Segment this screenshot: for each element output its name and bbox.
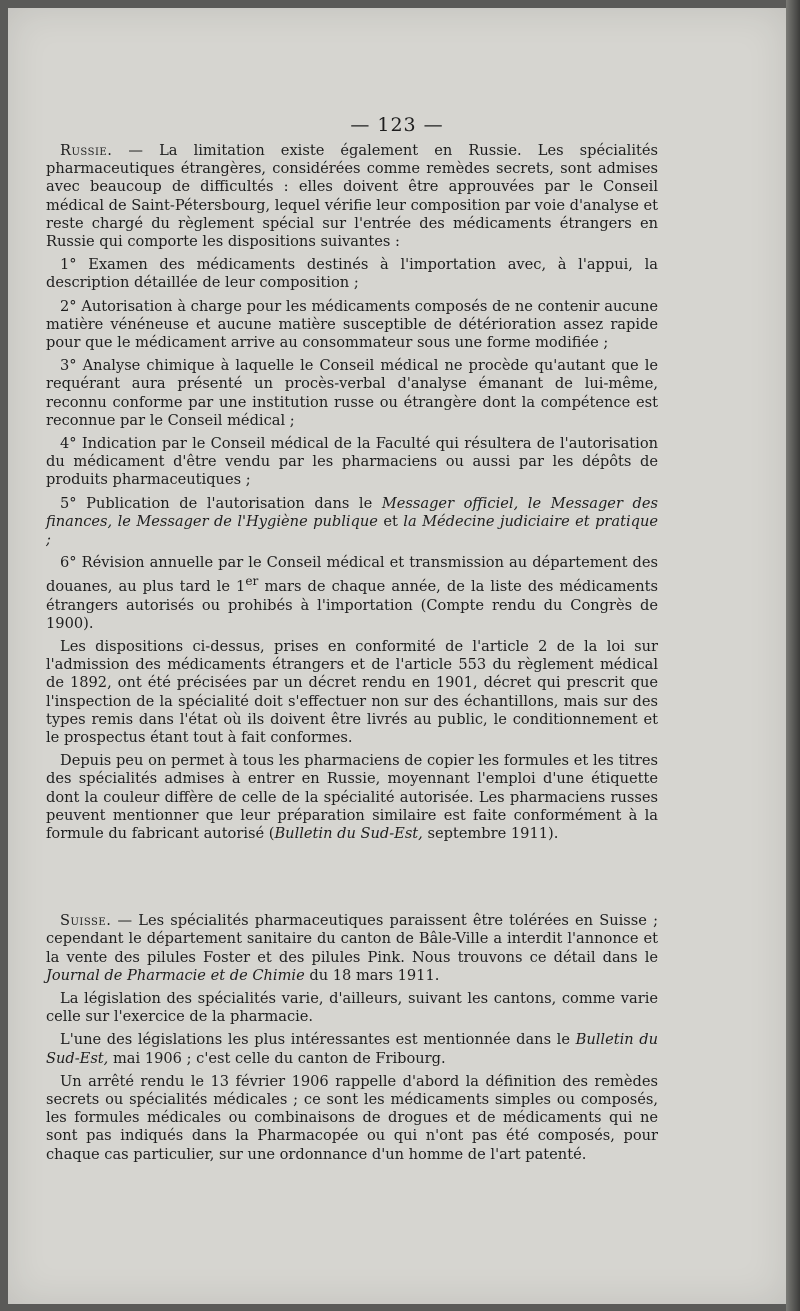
russie-item-1: 1° Examen des médicaments destinés à l'importation avec, à l'appui, la description détaillée de leur composition ; — [46, 256, 658, 292]
page-edge-shadow — [786, 0, 800, 1311]
russie-item-4: 4° Indication par le Conseil médical de la Faculté qui résultera de l'autorisation du médicament d'être vendu par les pharmaciens ou aussi par les dépôts de produits pharmaceutiques ; — [46, 435, 658, 489]
section-heading-suisse: Suisse. — [60, 912, 112, 930]
suisse-intro: Suisse. — Les spécialités pharmaceutiques paraissent être tolérées en Suisse ; cependant le département sanitaire du canton de Bâle-Ville a interdit l'annonce et la vente des pilules Foster et des pilules Pink. Nous trouvons ce détail dans le Journal de Pharmacie et de Chimie du 18 mars 1911. — [46, 912, 658, 984]
suisse-legislation-paragraph: La législation des spécialités varie, d'ailleurs, suivant les cantons, comme varie celle sur l'exercice de la pharmacie. — [46, 989, 658, 1026]
russie-item-2: 2° Autorisation à charge pour les médicaments composés de ne contenir aucune matière vénéneuse et aucune matière susceptible de détérioration assez rapide pour que le médicament arrive au consommateur sous une forme modifiée ; — [46, 297, 658, 352]
section-heading-russie: Russie. — [60, 142, 113, 159]
russie-item-6: 6° Révision annuelle par le Conseil médical et transmission au département des douanes, au plus tard le 1er mars de chaque année, de la liste des médicaments étrangers autorisés ou prohibés à l'importation (Compte rendu du Congrès de 1900). — [46, 554, 658, 632]
russie-intro: Russie. — La limitation existe également en Russie. Les spécialités pharmaceutiques étrangères, considérées comme remèdes secrets, sont admises avec beaucoup de difficultés : elles doivent être approuvées par le Conseil médical de Saint-Pétersbourg, lequel vérifie leur composition par voie d'analyse et reste chargé du règlement spécial sur l'entrée des médicaments étrangers en Russie qui comporte les dispositions suivantes : — [46, 142, 658, 251]
suisse-lune-paragraph: L'une des législations les plus intéressantes est mentionnée dans le Bulletin du Sud-Est, mai 1906 ; c'est celle du canton de Fribourg. — [46, 1031, 658, 1067]
page-body — [46, 142, 658, 1169]
russie-item-3: 3° Analyse chimique à laquelle le Conseil médical ne procède qu'autant que le requérant aura présenté un procès-verbal d'analyse émanant de lui-même, reconnu conforme par une institution russe ou étrangère dont la compétence est reconnue par le Conseil médical ; — [46, 357, 658, 429]
page-number: — 123 — — [350, 114, 444, 136]
russie-dispositions-paragraph: Les dispositions ci-dessus, prises en conformité de l'article 2 de la loi sur l'admission des médicaments étrangers et de l'article 553 du règlement médical de 1892, ont été précisées par un décret rendu en 1901, décret qui prescrit que l'inspection de la spécialité doit s'effectuer non sur des échantillons, mais sur des types remis dans l'état où ils doivent être livrés au public, le conditionnement et le prospectus étant tout à fait conformes. — [46, 637, 658, 746]
suisse-arrete-paragraph: Un arrêté rendu le 13 février 1906 rappelle d'abord la définition des remèdes secrets ou spécialités médicales ; ce sont les médicaments simples ou composés, les formules médicales ou combinaisons de drogues et de médicaments qui ne sont pas indiqués dans la Pharmacopée ou qui n'ont pas été composés, pour chaque cas particulier, sur une ordonnance d'un homme de l'art patenté. — [46, 1072, 658, 1163]
section-gap — [46, 848, 658, 912]
scanned-page — [8, 8, 786, 1304]
russie-item-5: 5° Publication de l'autorisation dans le Messager officiel, le Messager des finances, le Messager de l'Hygiène publique et la Médecine judiciaire et pratique ; — [46, 494, 658, 549]
russie-depuis-paragraph: Depuis peu on permet à tous les pharmaciens de copier les formules et les titres des spécialités admises à entrer en Russie, moyennant l'emploi d'une étiquette dont la couleur diffère de celle de la spécialité autorisée. Les pharmaciens russes peuvent mentionner que leur préparation similaire est faite conformément à la formule du fabricant autorisé (Bulletin du Sud-Est, septembre 1911). — [46, 752, 658, 842]
